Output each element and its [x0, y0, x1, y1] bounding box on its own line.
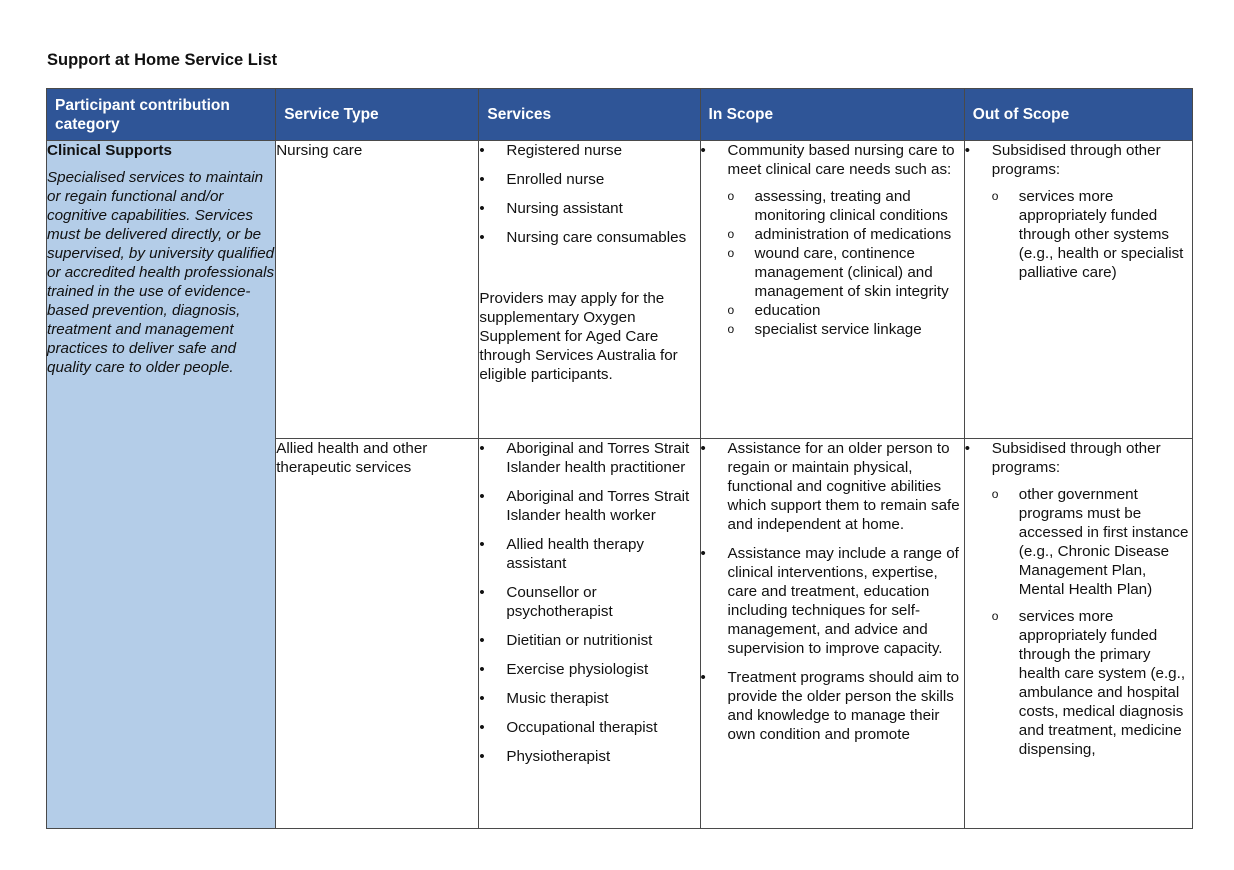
list-item: • Aboriginal and Torres Strait Islander health practitioner [479, 439, 699, 477]
list-item: • Exercise physiologist [479, 660, 699, 679]
sub-list [992, 187, 1192, 282]
list-item-text: Subsidised through other programs: [991, 440, 1161, 476]
sub-list-item: o specialist service linkage [728, 320, 964, 339]
header-in-scope: In Scope [700, 89, 964, 141]
service-type-label: Nursing care [276, 142, 363, 159]
service-type-cell [276, 141, 479, 439]
service-list-table [46, 88, 1193, 829]
header-service-type: Service Type [276, 89, 479, 141]
sub-list-item: o administration of medications [728, 225, 964, 244]
header-services: Services [479, 89, 700, 141]
list-item: • Counsellor or psychotherapist [479, 583, 699, 621]
list-item: • Nursing care consumables [479, 228, 699, 247]
services-cell [479, 141, 700, 439]
sub-list [992, 485, 1192, 759]
in-scope-cell [700, 439, 964, 829]
services-cell [479, 439, 700, 829]
list-item-text: Community based nursing care to meet clinical care needs such as: [727, 142, 955, 178]
category-cell [47, 141, 276, 829]
category-description: Specialised services to maintain or regain functional and/or cognitive capabilities. Services must be delivered directly, or be supervised, by university qualified or accredited health professionals trained in the use of evidence-based prevention, diagnosis, treatment and management practices to deliver safe and quality care to older people. [47, 169, 275, 376]
list-item: • Music therapist [479, 689, 699, 708]
list-item: • Nursing assistant [479, 199, 699, 218]
table-row [47, 141, 1193, 439]
table-header-row [47, 89, 1193, 141]
list-item: • Assistance may include a range of clinical interventions, expertise, care and treatment, education including techniques for self-management, and advice and supervision to improve capacity. [701, 544, 964, 658]
service-type-label: Allied health and other therapeutic services [276, 440, 428, 476]
list-item: • Physiotherapist [479, 747, 699, 766]
in-scope-list [701, 141, 964, 339]
list-item: • Occupational therapist [479, 718, 699, 737]
services-list [479, 439, 699, 766]
category-name: Clinical Supports [47, 142, 172, 159]
in-scope-cell [700, 141, 964, 439]
sub-list-item: o education [728, 301, 964, 320]
list-item [965, 141, 1192, 282]
list-item: • Registered nurse [479, 141, 699, 160]
sub-list-item: o wound care, continence management (clinical) and management of skin integrity [728, 244, 964, 301]
list-item-text: Subsidised through other programs: [991, 142, 1161, 178]
out-of-scope-list [965, 141, 1192, 282]
sub-list [728, 187, 964, 339]
list-item: • Assistance for an older person to regain or maintain physical, functional and cognitive abilities which support them to remain safe and independent at home. [701, 439, 964, 534]
sub-list-item: o assessing, treating and monitoring clinical conditions [728, 187, 964, 225]
header-category: Participant contribution category [47, 89, 276, 141]
list-item [965, 439, 1192, 759]
header-out-of-scope: Out of Scope [964, 89, 1192, 141]
list-item: • Aboriginal and Torres Strait Islander health worker [479, 487, 699, 525]
list-item: • Treatment programs should aim to provide the older person the skills and knowledge to manage their own condition and promote [701, 668, 964, 744]
out-of-scope-cell [964, 141, 1192, 439]
out-of-scope-list [965, 439, 1192, 759]
list-item [701, 141, 964, 339]
document-title: Support at Home Service List [47, 51, 278, 69]
list-item: • Dietitian or nutritionist [479, 631, 699, 650]
in-scope-list [701, 439, 964, 744]
out-of-scope-cell [964, 439, 1192, 829]
services-list [479, 141, 699, 247]
service-type-cell [276, 439, 479, 829]
services-note: Providers may apply for the supplementary Oxygen Supplement for Aged Care through Services Australia for eligible participants. [479, 290, 678, 383]
sub-list-item: o services more appropriately funded through the primary health care system (e.g., ambulance and hospital costs, medical diagnosis and treatment, medicine dispensing, [992, 607, 1192, 759]
list-item: • Enrolled nurse [479, 170, 699, 189]
sub-list-item: o services more appropriately funded through other systems (e.g., health or specialist palliative care) [992, 187, 1192, 282]
sub-list-item: o other government programs must be accessed in first instance (e.g., Chronic Disease Management Plan, Mental Health Plan) [992, 485, 1192, 599]
list-item: • Allied health therapy assistant [479, 535, 699, 573]
